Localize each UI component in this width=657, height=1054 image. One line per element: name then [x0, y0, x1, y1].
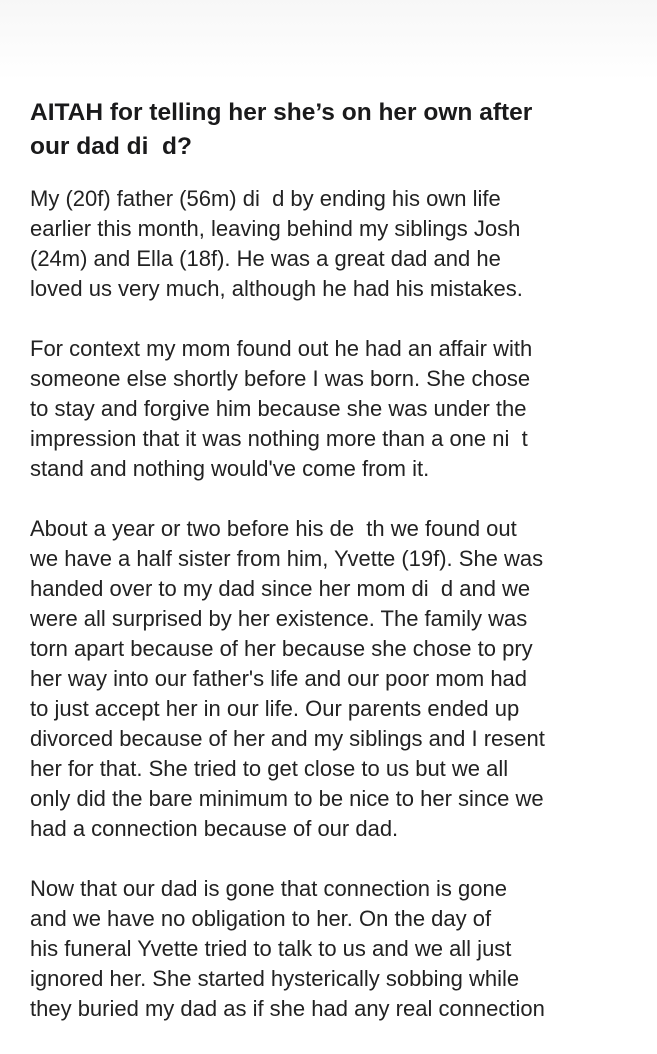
- post-title-line: our dad di d?: [30, 133, 192, 160]
- body-line: loved us very much, although he had his mistakes.: [30, 276, 523, 301]
- paragraph-4: [30, 874, 636, 1024]
- body-line: to just accept her in our life. Our parents ended up: [30, 696, 520, 721]
- paragraph-1: [30, 184, 636, 304]
- body-line: and we have no obligation to her. On the day of: [30, 906, 492, 931]
- body-line: ignored her. She started hysterically sobbing while: [30, 966, 520, 991]
- body-line: someone else shortly before I was born. She chose: [30, 366, 531, 391]
- body-line: impression that it was nothing more than a one ni t: [30, 426, 528, 451]
- post-title-line: AITAH for telling her she’s on her own after: [30, 99, 533, 126]
- post: [30, 96, 636, 1054]
- post-body: [30, 184, 636, 1024]
- body-line: her way into our father's life and our poor mom had: [30, 666, 528, 691]
- body-line: her for that. She tried to get close to us but we all: [30, 756, 509, 781]
- body-line: divorced because of her and my siblings and I resent: [30, 726, 545, 751]
- body-line: stand and nothing would've come from it.: [30, 456, 430, 481]
- body-line: only did the bare minimum to be nice to her since we: [30, 786, 544, 811]
- body-line: to stay and forgive him because she was under the: [30, 396, 527, 421]
- body-line: Now that our dad is gone that connection is gone: [30, 876, 507, 901]
- body-line: had a connection because of our dad.: [30, 816, 399, 841]
- body-line: handed over to my dad since her mom di d and we: [30, 576, 531, 601]
- body-line: his funeral Yvette tried to talk to us and we all just: [30, 936, 512, 961]
- body-line: were all surprised by her existence. The family was: [30, 606, 528, 631]
- body-line: earlier this month, leaving behind my siblings Josh: [30, 216, 521, 241]
- body-line: we have a half sister from him, Yvette (19f). She was: [30, 546, 544, 571]
- post-title: [30, 96, 636, 164]
- top-shadow: [0, 0, 657, 80]
- paragraph-2: [30, 334, 636, 484]
- paragraph-3: [30, 514, 636, 844]
- body-line: torn apart because of her because she chose to pry: [30, 636, 533, 661]
- body-line: About a year or two before his de th we found out: [30, 516, 517, 541]
- body-line: For context my mom found out he had an affair with: [30, 336, 533, 361]
- body-line: they buried my dad as if she had any real connection: [30, 996, 545, 1021]
- body-line: My (20f) father (56m) di d by ending his own life: [30, 186, 501, 211]
- body-line: (24m) and Ella (18f). He was a great dad and he: [30, 246, 501, 271]
